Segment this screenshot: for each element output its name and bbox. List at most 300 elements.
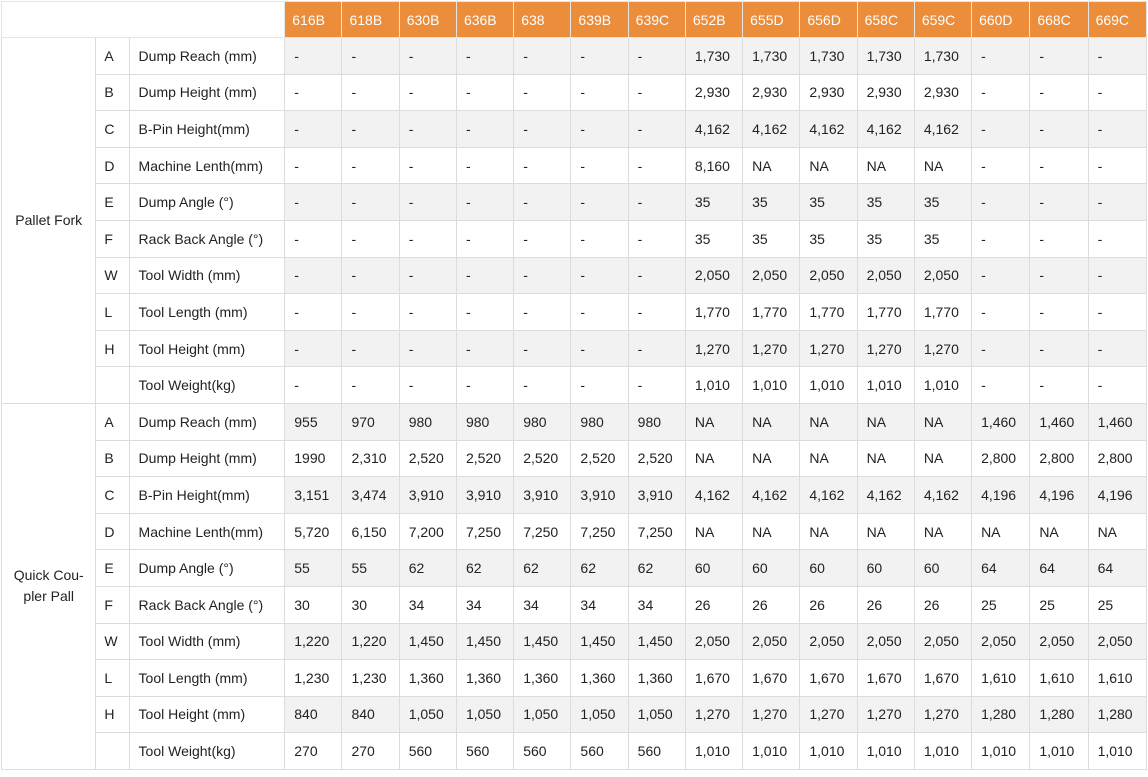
value-cell: -	[1030, 257, 1088, 294]
value-cell: -	[628, 74, 685, 111]
value-cell: 1,230	[285, 660, 342, 697]
value-cell: -	[399, 330, 456, 367]
value-cell: NA	[914, 440, 971, 477]
value-cell: NA	[743, 147, 800, 184]
value-cell: -	[628, 111, 685, 148]
value-cell: 1,220	[342, 623, 399, 660]
value-cell: 4,196	[1030, 477, 1088, 514]
value-cell: -	[285, 38, 342, 75]
value-cell: -	[972, 38, 1030, 75]
value-cell: 1,050	[399, 696, 456, 733]
value-cell: -	[285, 74, 342, 111]
value-cell: 60	[743, 550, 800, 587]
parameter-label: Dump Height (mm)	[129, 440, 285, 477]
value-cell: 1990	[285, 440, 342, 477]
dimension-letter: F	[96, 586, 129, 623]
value-cell: 1,770	[914, 294, 971, 331]
value-cell: 60	[914, 550, 971, 587]
value-cell: -	[399, 38, 456, 75]
value-cell: -	[456, 330, 513, 367]
value-cell: 4,196	[972, 477, 1030, 514]
parameter-label: Tool Weight(kg)	[129, 367, 285, 404]
value-cell: 4,162	[857, 111, 914, 148]
dimension-letter: H	[96, 696, 129, 733]
value-cell: 1,010	[685, 733, 742, 770]
table-row	[2, 38, 1147, 75]
value-cell: NA	[914, 403, 971, 440]
value-cell: -	[514, 294, 571, 331]
value-cell: 35	[800, 184, 857, 221]
dimension-letter: E	[96, 184, 129, 221]
value-cell: 3,910	[456, 477, 513, 514]
value-cell: -	[571, 294, 628, 331]
value-cell: 26	[800, 586, 857, 623]
value-cell: 4,162	[685, 111, 742, 148]
value-cell: 34	[514, 586, 571, 623]
value-cell: -	[571, 330, 628, 367]
value-cell: 1,010	[914, 367, 971, 404]
parameter-label: Dump Height (mm)	[129, 74, 285, 111]
spec-table	[1, 1, 1147, 770]
value-cell: 60	[800, 550, 857, 587]
value-cell: -	[514, 147, 571, 184]
value-cell: -	[972, 111, 1030, 148]
parameter-label: Tool Height (mm)	[129, 330, 285, 367]
dimension-letter: A	[96, 38, 129, 75]
value-cell: -	[571, 147, 628, 184]
value-cell: 1,010	[914, 733, 971, 770]
value-cell: 1,670	[800, 660, 857, 697]
value-cell: -	[342, 147, 399, 184]
value-cell: -	[1030, 74, 1088, 111]
value-cell: -	[972, 367, 1030, 404]
value-cell: NA	[800, 403, 857, 440]
value-cell: 1,010	[1088, 733, 1146, 770]
dimension-letter: C	[96, 477, 129, 514]
value-cell: 1,730	[800, 38, 857, 75]
model-header-656d: 656D	[800, 2, 857, 38]
value-cell: NA	[743, 513, 800, 550]
value-cell: 35	[685, 220, 742, 257]
value-cell: NA	[743, 403, 800, 440]
value-cell: 62	[456, 550, 513, 587]
value-cell: 560	[399, 733, 456, 770]
value-cell: 26	[685, 586, 742, 623]
dimension-letter	[96, 733, 129, 770]
dimension-letter: E	[96, 550, 129, 587]
value-cell: 60	[857, 550, 914, 587]
value-cell: -	[628, 257, 685, 294]
value-cell: 1,770	[857, 294, 914, 331]
parameter-label: Tool Width (mm)	[129, 623, 285, 660]
table-row	[2, 294, 1147, 331]
model-header-659c: 659C	[914, 2, 971, 38]
value-cell: -	[456, 220, 513, 257]
value-cell: 35	[743, 220, 800, 257]
value-cell: -	[514, 184, 571, 221]
value-cell: NA	[800, 440, 857, 477]
value-cell: -	[628, 147, 685, 184]
value-cell: 1,360	[456, 660, 513, 697]
value-cell: 2,050	[800, 257, 857, 294]
value-cell: 1,610	[1030, 660, 1088, 697]
value-cell: 2,050	[743, 257, 800, 294]
value-cell: -	[571, 367, 628, 404]
value-cell: -	[456, 257, 513, 294]
value-cell: -	[628, 184, 685, 221]
value-cell: -	[972, 184, 1030, 221]
value-cell: NA	[743, 440, 800, 477]
value-cell: -	[1030, 38, 1088, 75]
value-cell: 1,730	[857, 38, 914, 75]
value-cell: -	[399, 220, 456, 257]
dimension-letter	[96, 367, 129, 404]
model-header-669c: 669C	[1088, 2, 1146, 38]
dimension-letter: H	[96, 330, 129, 367]
value-cell: -	[972, 147, 1030, 184]
value-cell: 1,220	[285, 623, 342, 660]
value-cell: 2,930	[914, 74, 971, 111]
model-header-652b: 652B	[685, 2, 742, 38]
value-cell: -	[1088, 294, 1146, 331]
value-cell: 1,010	[857, 733, 914, 770]
value-cell: 1,280	[1030, 696, 1088, 733]
value-cell: 35	[857, 220, 914, 257]
value-cell: 2,050	[857, 257, 914, 294]
value-cell: 30	[342, 586, 399, 623]
table-row	[2, 111, 1147, 148]
value-cell: -	[514, 257, 571, 294]
value-cell: 2,520	[571, 440, 628, 477]
table-row	[2, 74, 1147, 111]
table-row	[2, 220, 1147, 257]
value-cell: -	[342, 111, 399, 148]
value-cell: -	[399, 147, 456, 184]
value-cell: 2,050	[914, 257, 971, 294]
value-cell: 1,270	[857, 696, 914, 733]
value-cell: 1,050	[514, 696, 571, 733]
value-cell: 1,360	[399, 660, 456, 697]
value-cell: 1,270	[743, 696, 800, 733]
value-cell: 1,270	[914, 330, 971, 367]
value-cell: -	[1030, 294, 1088, 331]
value-cell: NA	[914, 147, 971, 184]
parameter-label: Rack Back Angle (°)	[129, 220, 285, 257]
dimension-letter: B	[96, 440, 129, 477]
value-cell: -	[456, 147, 513, 184]
value-cell: -	[285, 294, 342, 331]
value-cell: 1,270	[857, 330, 914, 367]
parameter-label: Dump Angle (°)	[129, 184, 285, 221]
value-cell: NA	[914, 513, 971, 550]
value-cell: 7,250	[628, 513, 685, 550]
value-cell: 560	[628, 733, 685, 770]
value-cell: 4,162	[743, 477, 800, 514]
value-cell: 840	[342, 696, 399, 733]
table-row	[2, 586, 1147, 623]
value-cell: -	[571, 111, 628, 148]
value-cell: 34	[628, 586, 685, 623]
dimension-letter: F	[96, 220, 129, 257]
value-cell: -	[514, 367, 571, 404]
value-cell: -	[285, 111, 342, 148]
table-row	[2, 660, 1147, 697]
value-cell: -	[1088, 330, 1146, 367]
value-cell: -	[456, 367, 513, 404]
value-cell: 1,010	[1030, 733, 1088, 770]
value-cell: 2,050	[685, 623, 742, 660]
value-cell: -	[571, 184, 628, 221]
value-cell: 1,730	[685, 38, 742, 75]
value-cell: -	[342, 330, 399, 367]
value-cell: -	[456, 74, 513, 111]
value-cell: -	[342, 38, 399, 75]
value-cell: 26	[743, 586, 800, 623]
value-cell: 62	[399, 550, 456, 587]
value-cell: 270	[342, 733, 399, 770]
dimension-letter: L	[96, 294, 129, 331]
value-cell: NA	[1030, 513, 1088, 550]
value-cell: 2,930	[857, 74, 914, 111]
model-header-636b: 636B	[456, 2, 513, 38]
value-cell: 1,460	[1088, 403, 1146, 440]
value-cell: -	[1088, 220, 1146, 257]
value-cell: 7,200	[399, 513, 456, 550]
value-cell: 1,770	[685, 294, 742, 331]
value-cell: -	[456, 184, 513, 221]
value-cell: 2,800	[1088, 440, 1146, 477]
parameter-label: B-Pin Height(mm)	[129, 111, 285, 148]
table-header	[2, 2, 1147, 38]
value-cell: -	[571, 74, 628, 111]
value-cell: 560	[514, 733, 571, 770]
model-header-658c: 658C	[857, 2, 914, 38]
value-cell: 1,770	[800, 294, 857, 331]
value-cell: 25	[1030, 586, 1088, 623]
value-cell: NA	[857, 513, 914, 550]
value-cell: NA	[857, 440, 914, 477]
value-cell: 2,800	[1030, 440, 1088, 477]
value-cell: 2,520	[399, 440, 456, 477]
value-cell: 1,730	[914, 38, 971, 75]
value-cell: 4,162	[743, 111, 800, 148]
model-header-616b: 616B	[285, 2, 342, 38]
model-header-630b: 630B	[399, 2, 456, 38]
value-cell: 26	[914, 586, 971, 623]
value-cell: 955	[285, 403, 342, 440]
value-cell: 2,930	[743, 74, 800, 111]
value-cell: -	[1088, 147, 1146, 184]
value-cell: 1,450	[628, 623, 685, 660]
value-cell: 3,151	[285, 477, 342, 514]
value-cell: -	[1030, 184, 1088, 221]
value-cell: 4,162	[800, 477, 857, 514]
model-header-639b: 639B	[571, 2, 628, 38]
dimension-letter: L	[96, 660, 129, 697]
value-cell: -	[514, 220, 571, 257]
value-cell: 1,670	[743, 660, 800, 697]
model-header-639c: 639C	[628, 2, 685, 38]
value-cell: 2,930	[685, 74, 742, 111]
value-cell: 62	[628, 550, 685, 587]
value-cell: -	[342, 184, 399, 221]
value-cell: -	[972, 294, 1030, 331]
parameter-label: Tool Length (mm)	[129, 660, 285, 697]
value-cell: 560	[456, 733, 513, 770]
value-cell: -	[1030, 330, 1088, 367]
value-cell: 1,050	[628, 696, 685, 733]
value-cell: -	[628, 330, 685, 367]
value-cell: 3,910	[628, 477, 685, 514]
value-cell: -	[399, 257, 456, 294]
value-cell: 1,010	[857, 367, 914, 404]
header-blank-cell	[2, 2, 285, 38]
value-cell: -	[1088, 74, 1146, 111]
value-cell: -	[399, 74, 456, 111]
value-cell: 2,930	[800, 74, 857, 111]
parameter-label: Tool Weight(kg)	[129, 733, 285, 770]
value-cell: -	[456, 294, 513, 331]
value-cell: 34	[399, 586, 456, 623]
value-cell: -	[1088, 257, 1146, 294]
table-body	[2, 38, 1147, 770]
value-cell: -	[571, 38, 628, 75]
value-cell: -	[628, 367, 685, 404]
value-cell: 2,050	[914, 623, 971, 660]
value-cell: 7,250	[514, 513, 571, 550]
value-cell: 4,162	[914, 111, 971, 148]
table-row	[2, 367, 1147, 404]
value-cell: 1,280	[1088, 696, 1146, 733]
table-row	[2, 696, 1147, 733]
value-cell: 25	[1088, 586, 1146, 623]
value-cell: 970	[342, 403, 399, 440]
dimension-letter: D	[96, 147, 129, 184]
parameter-label: Tool Width (mm)	[129, 257, 285, 294]
value-cell: -	[456, 38, 513, 75]
dimension-letter: D	[96, 513, 129, 550]
value-cell: 1,460	[972, 403, 1030, 440]
value-cell: -	[285, 330, 342, 367]
parameter-label: Machine Lenth(mm)	[129, 147, 285, 184]
value-cell: 1,010	[743, 367, 800, 404]
table-row	[2, 477, 1147, 514]
value-cell: 64	[972, 550, 1030, 587]
value-cell: 64	[1030, 550, 1088, 587]
value-cell: 5,720	[285, 513, 342, 550]
value-cell: 7,250	[456, 513, 513, 550]
value-cell: -	[456, 111, 513, 148]
value-cell: 4,196	[1088, 477, 1146, 514]
value-cell: -	[628, 294, 685, 331]
value-cell: -	[1088, 111, 1146, 148]
value-cell: 25	[972, 586, 1030, 623]
value-cell: 64	[1088, 550, 1146, 587]
parameter-label: Dump Reach (mm)	[129, 403, 285, 440]
value-cell: -	[514, 38, 571, 75]
value-cell: -	[972, 74, 1030, 111]
value-cell: 2,800	[972, 440, 1030, 477]
value-cell: 1,010	[800, 733, 857, 770]
value-cell: 2,050	[800, 623, 857, 660]
value-cell: -	[1030, 147, 1088, 184]
value-cell: -	[285, 220, 342, 257]
parameter-label: Tool Length (mm)	[129, 294, 285, 331]
parameter-label: B-Pin Height(mm)	[129, 477, 285, 514]
table-row	[2, 257, 1147, 294]
value-cell: 35	[800, 220, 857, 257]
value-cell: 62	[514, 550, 571, 587]
value-cell: 1,010	[972, 733, 1030, 770]
value-cell: 1,050	[571, 696, 628, 733]
value-cell: 2,050	[743, 623, 800, 660]
value-cell: -	[285, 257, 342, 294]
value-cell: 4,162	[857, 477, 914, 514]
value-cell: 1,670	[685, 660, 742, 697]
value-cell: 4,162	[685, 477, 742, 514]
value-cell: 1,730	[743, 38, 800, 75]
value-cell: -	[514, 111, 571, 148]
model-header-668c: 668C	[1030, 2, 1088, 38]
value-cell: 980	[628, 403, 685, 440]
value-cell: 35	[914, 184, 971, 221]
value-cell: 6,150	[342, 513, 399, 550]
value-cell: 560	[571, 733, 628, 770]
value-cell: -	[285, 147, 342, 184]
value-cell: 55	[342, 550, 399, 587]
value-cell: 980	[571, 403, 628, 440]
value-cell: 3,910	[571, 477, 628, 514]
value-cell: 1,450	[399, 623, 456, 660]
value-cell: -	[1088, 367, 1146, 404]
value-cell: -	[1088, 38, 1146, 75]
value-cell: 1,010	[743, 733, 800, 770]
value-cell: 1,010	[800, 367, 857, 404]
value-cell: 30	[285, 586, 342, 623]
value-cell: 2,050	[857, 623, 914, 660]
value-cell: 34	[571, 586, 628, 623]
value-cell: 1,450	[514, 623, 571, 660]
value-cell: 35	[914, 220, 971, 257]
value-cell: 7,250	[571, 513, 628, 550]
value-cell: 980	[456, 403, 513, 440]
table-row	[2, 147, 1147, 184]
group-label: Quick Cou-pler Pall	[2, 403, 96, 769]
value-cell: 3,910	[399, 477, 456, 514]
value-cell: 3,474	[342, 477, 399, 514]
value-cell: 2,310	[342, 440, 399, 477]
value-cell: 35	[857, 184, 914, 221]
value-cell: -	[514, 330, 571, 367]
model-header-638: 638	[514, 2, 571, 38]
table-row	[2, 733, 1147, 770]
value-cell: NA	[972, 513, 1030, 550]
value-cell: -	[628, 220, 685, 257]
dimension-letter: W	[96, 623, 129, 660]
value-cell: 60	[685, 550, 742, 587]
value-cell: -	[342, 74, 399, 111]
value-cell: -	[514, 74, 571, 111]
value-cell: -	[342, 294, 399, 331]
value-cell: 34	[456, 586, 513, 623]
value-cell: 1,360	[571, 660, 628, 697]
table-row	[2, 403, 1147, 440]
value-cell: -	[285, 367, 342, 404]
value-cell: -	[399, 184, 456, 221]
value-cell: 1,230	[342, 660, 399, 697]
value-cell: 980	[399, 403, 456, 440]
model-header-655d: 655D	[743, 2, 800, 38]
